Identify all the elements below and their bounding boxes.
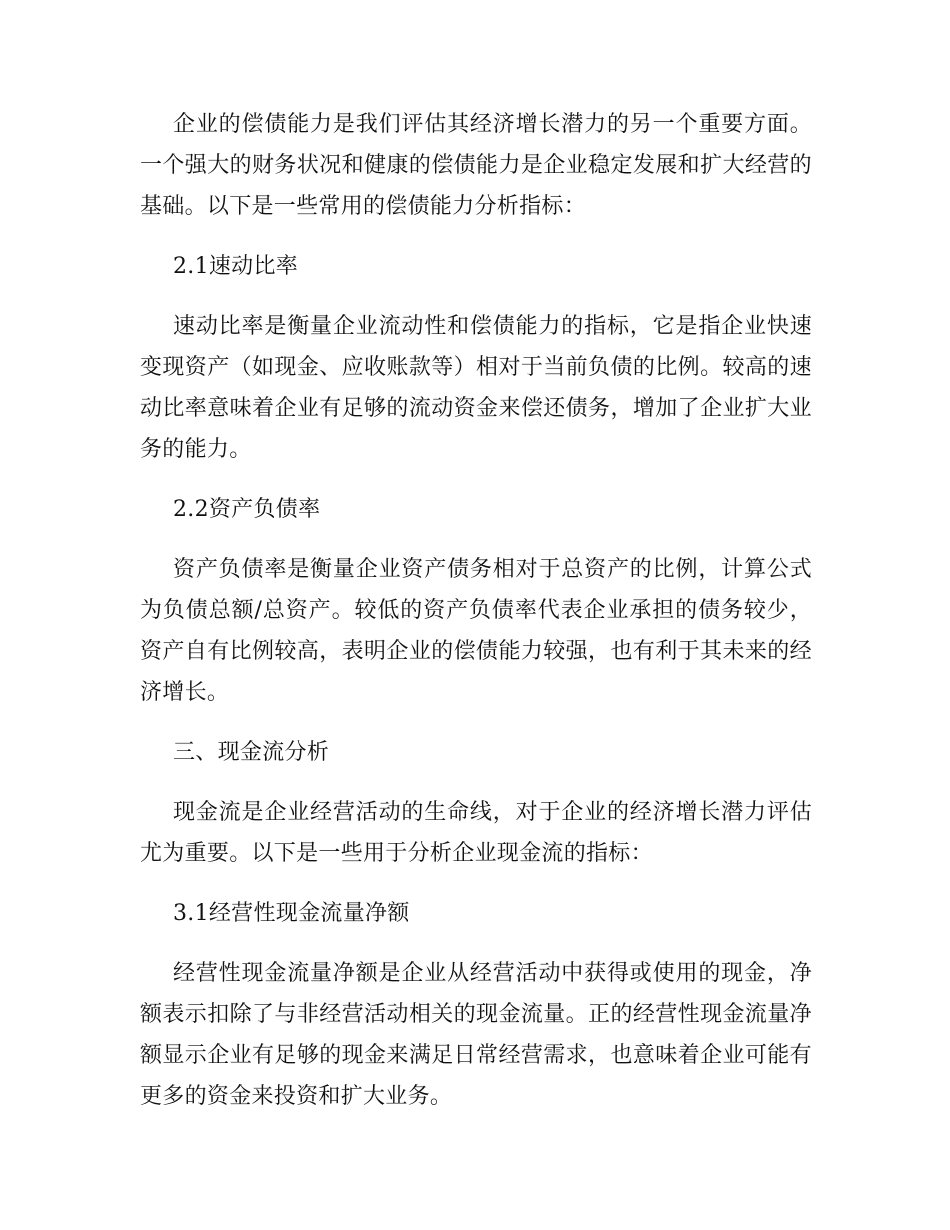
paragraph-operating-cash-flow: 经营性现金流量净额是企业从经营活动中获得或使用的现金，净额表示扣除了与非经营活动相关的现金流量。正的经营性现金流量净额显示企业有足够的现金来满足日常经营需求，也意味着企业可能有更多的资金来投资和扩大业务。 [140, 961, 812, 1109]
section-heading-debt-ratio: 2.2资产负债率 [173, 497, 321, 522]
section-heading-operating-cash-flow: 3.1经营性现金流量净额 [173, 901, 410, 926]
section-heading-cash-flow: 三、现金流分析 [173, 740, 330, 765]
paragraph-quick-ratio: 速动比率是衡量企业流动性和偿债能力的指标，它是指企业快速变现资产（如现金、应收账款等）相对于当前负债的比例。较高的速动比率意味着企业有足够的流动资金来偿还债务，增加了企业扩大业务的能力。 [140, 314, 812, 462]
section-heading-quick-ratio: 2.1速动比率 [173, 254, 299, 279]
document-body [140, 104, 812, 1136]
paragraph-cash-flow-intro: 现金流是企业经营活动的生命线，对于企业的经济增长潜力评估尤为重要。以下是一些用于分析企业现金流的指标： [140, 800, 812, 866]
paragraph-debt-ratio: 资产负债率是衡量企业资产债务相对于总资产的比例，计算公式为负债总额/总资产。较低的资产负债率代表企业承担的债务较少，资产自有比例较高，表明企业的偿债能力较强，也有利于其未来的经济增长。 [140, 557, 812, 705]
paragraph-solvency-intro: 企业的偿债能力是我们评估其经济增长潜力的另一个重要方面。一个强大的财务状况和健康的偿债能力是企业稳定发展和扩大经营的基础。以下是一些常用的偿债能力分析指标： [140, 112, 812, 219]
